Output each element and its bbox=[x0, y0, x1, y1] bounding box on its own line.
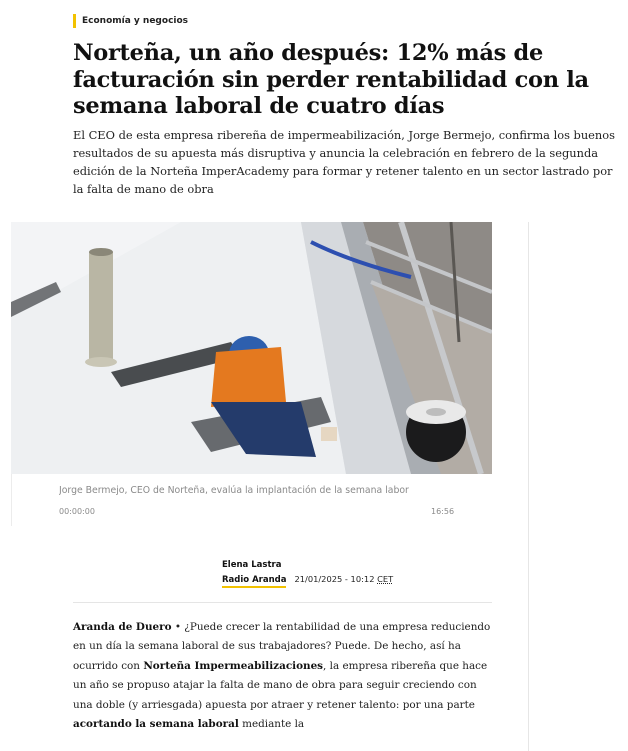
dateline-bullet: • bbox=[171, 621, 185, 633]
video-thumbnail[interactable] bbox=[11, 222, 492, 474]
video-caption: Jorge Bermejo, CEO de Norteña, evalúa la implantación de la semana labor bbox=[59, 485, 409, 496]
video-current-time: 00:00:00 bbox=[59, 507, 95, 516]
date-value: 21/01/2025 - 10:12 bbox=[294, 574, 375, 584]
media-border bbox=[11, 474, 12, 526]
publication-date bbox=[294, 574, 393, 584]
highlight-phrase: acortando la semana laboral bbox=[73, 718, 239, 731]
body-text-1: ¿Puede crecer la rentabilidad de una empresa reduciendo en un día la semana laboral de sus trabajadores? Puede. De hecho, así ha ocurrido con bbox=[73, 621, 491, 672]
byline-separator bbox=[73, 602, 492, 603]
body-text-3: mediante la bbox=[238, 718, 305, 731]
outlet-link[interactable]: Radio Aranda bbox=[222, 575, 286, 588]
article-subtitle: El CEO de esta empresa ribereña de impermeabilización, Jorge Bermejo, confirma los buenos resultados de su apuesta más disruptiva y anuncia la celebración en febrero de la segunda edición de la Norteña ImperAcademy para formar y retener talento en un sector lastrado por la falta de mano de obra bbox=[73, 128, 615, 196]
video-player[interactable] bbox=[11, 222, 492, 474]
author-name[interactable]: Elena Lastra bbox=[222, 560, 282, 570]
section-tag[interactable] bbox=[73, 14, 188, 28]
body-text-2: , la empresa ribereña que hace un año se propuso atajar la falta de mano de obra para seguir creciendo con una doble (y arriesgada) apuesta por atraer y retener talento: por una parte bbox=[73, 659, 488, 711]
byline bbox=[222, 559, 393, 588]
company-name: Norteña Impermeabilizaciones bbox=[143, 659, 324, 672]
video-duration: 16:56 bbox=[431, 507, 455, 516]
column-divider bbox=[528, 222, 529, 751]
section-label[interactable]: Economía y negocios bbox=[82, 16, 189, 26]
timezone-abbr: CET bbox=[377, 574, 394, 584]
article-headline: Norteña, un año después: 12% más de facturación sin perder rentabilidad con la semana laboral de cuatro días bbox=[73, 40, 589, 119]
dateline: Aranda de Duero bbox=[73, 621, 172, 633]
article-body bbox=[73, 618, 493, 734]
